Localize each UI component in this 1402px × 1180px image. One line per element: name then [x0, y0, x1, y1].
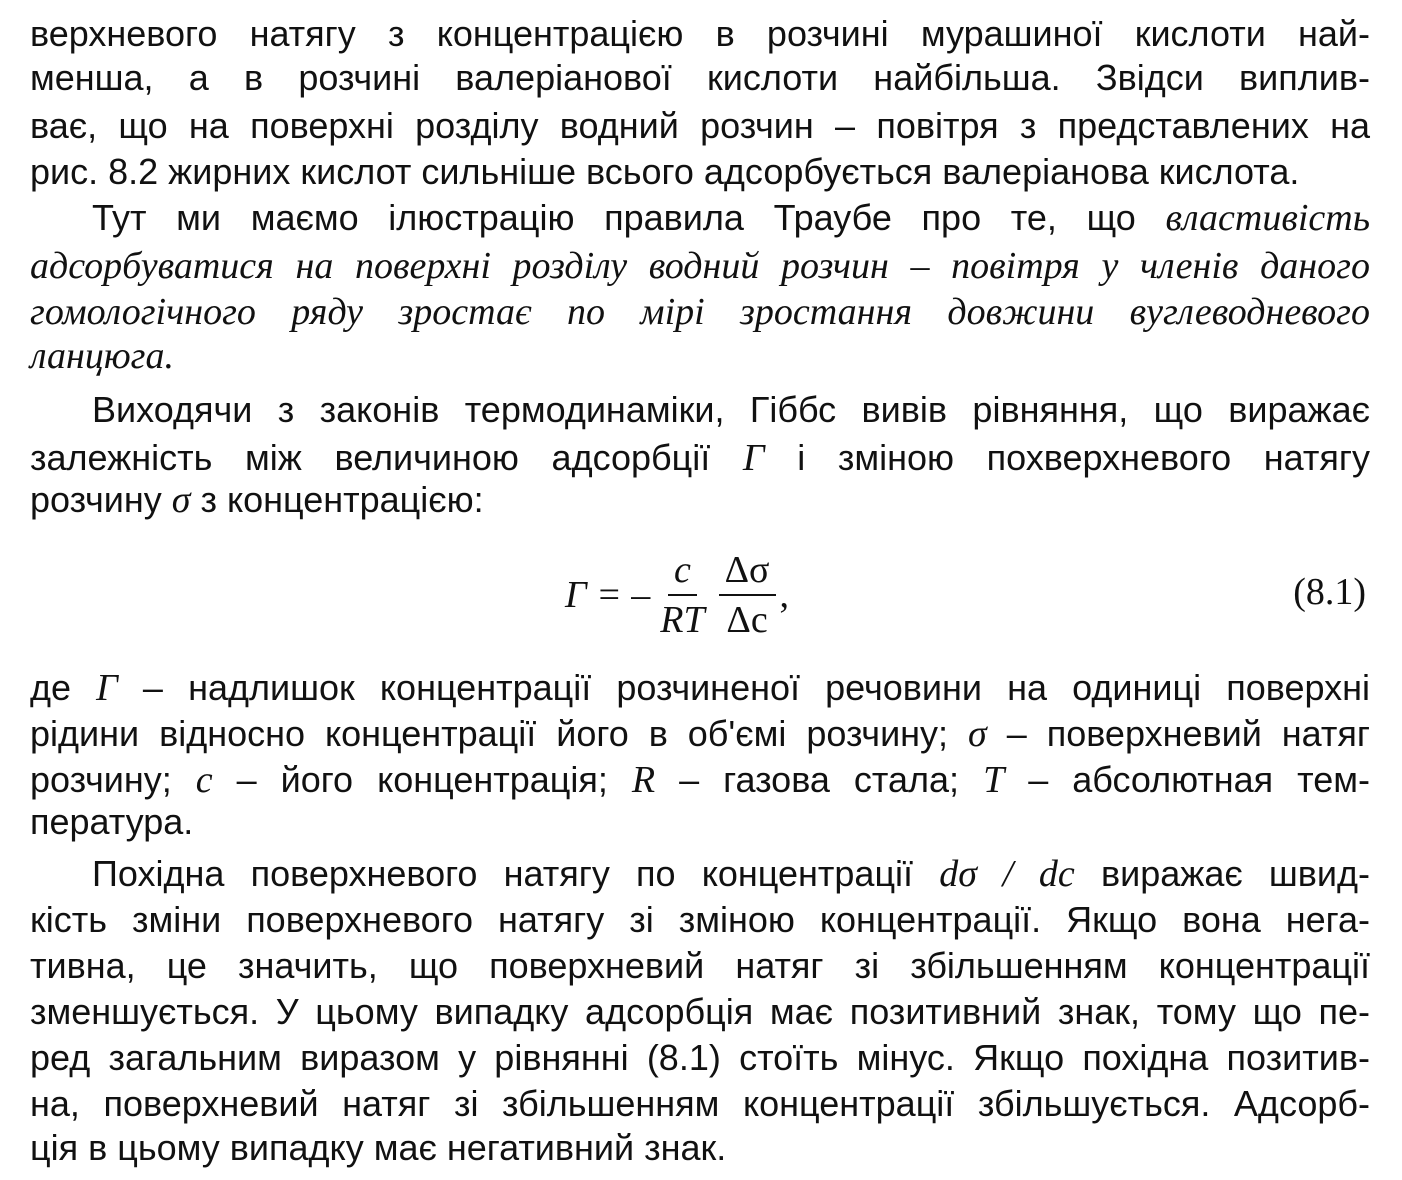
text-line: ція в цьому випадку має негативний знак.	[30, 1127, 727, 1168]
math-variable: Г	[96, 667, 118, 709]
text-line	[30, 666, 1370, 710]
text-line: тивна, це значить, що поверхневий натяг зі збільшенням концентрації	[30, 945, 1370, 986]
text-line: рис. 8.2 жирних кислот сильніше всього адсорбується валеріанова кислота.	[30, 151, 1300, 192]
text-line: на, поверхневий натяг зі збільшенням концентрації збільшується. Адсорб-	[30, 1083, 1370, 1124]
plain-text: Похідна поверхневого натягу по концентрації	[92, 853, 940, 894]
fraction	[719, 548, 776, 642]
math-variable: R	[631, 759, 656, 801]
italic-line: гомологічного ряду зростає по мірі зростання довжини вуглеводневого	[30, 291, 1370, 333]
text-line: Виходячи з законів термодинаміки, Гіббс вивів рівняння, що виражає	[92, 389, 1370, 430]
text-line	[30, 852, 1370, 896]
equation-number: (8.1)	[1293, 571, 1366, 613]
text-line	[30, 478, 1370, 522]
italic-text: властивість	[1165, 197, 1370, 239]
math-variable: σ	[968, 713, 987, 755]
plain-text: і зміною похверхневого натягу	[764, 437, 1370, 478]
math-variable: c	[195, 759, 213, 801]
plain-text: – абсолютная тем-	[1004, 759, 1371, 800]
fraction-numerator: Δσ	[719, 548, 776, 596]
plain-text: виражає швид-	[1074, 853, 1370, 894]
plain-text: – поверхневий натяг	[986, 713, 1370, 754]
plain-text: – надлишок концентрації розчиненої речовини на одиниці поверхні	[117, 667, 1370, 708]
plain-text: де	[30, 667, 97, 708]
text-line	[30, 436, 1370, 480]
equation-trailing-comma: ,	[779, 574, 790, 616]
plain-text: Тут ми маємо ілюстрацію правила Траубе про те, що	[92, 197, 1166, 238]
text-line: верхневого натягу з концентрацією в розчині мурашиної кислоти най-	[30, 13, 1370, 54]
plain-text: розчину;	[30, 759, 196, 800]
text-line: пература.	[30, 801, 194, 842]
italic-line: адсорбуватися на поверхні розділу водний розчин – повітря у членів даного	[30, 245, 1370, 287]
fraction-numerator: c	[668, 548, 697, 596]
equation-block	[30, 540, 1370, 650]
plain-text: – його концентрація;	[212, 759, 632, 800]
plain-text: залежність між величиною адсорбції	[30, 437, 743, 478]
fraction-denominator: Δc	[726, 599, 768, 641]
text-line	[30, 712, 1370, 756]
plain-text: з концентрацією:	[190, 479, 484, 520]
italic-line: ланцюга.	[30, 335, 175, 377]
text-line: зменшується. У цьому випадку адсорбція має позитивний знак, тому що пе-	[30, 991, 1370, 1032]
text-line: кість зміни поверхневого натягу зі зміною концентрації. Якщо вона нега-	[30, 899, 1370, 940]
text-line	[30, 196, 1370, 240]
math-variable: Г	[742, 437, 765, 479]
plain-text: рідини відносно концентрації його в об'ємі розчину;	[30, 713, 969, 754]
text-line	[30, 758, 1370, 802]
plain-text: розчину	[30, 479, 172, 520]
text-line: ред загальним виразом у рівнянні (8.1) стоїть мінус. Якщо похідна позитив-	[30, 1037, 1370, 1078]
math-variable: σ	[171, 479, 191, 521]
math-variable: T	[983, 759, 1005, 801]
equation-formula	[565, 540, 789, 650]
fraction	[654, 548, 710, 642]
math-expression: dσ / dc	[939, 853, 1075, 895]
text-line: ває, що на поверхні розділу водний розчин – повітря з представлених на	[30, 105, 1370, 146]
plain-text: – газова стала;	[655, 759, 984, 800]
fraction-denominator: RT	[660, 599, 705, 641]
text-line: менша, а в розчині валеріанової кислоти найбільша. Звідси виплив-	[30, 57, 1370, 98]
equation-lhs: Г = –	[565, 574, 651, 616]
